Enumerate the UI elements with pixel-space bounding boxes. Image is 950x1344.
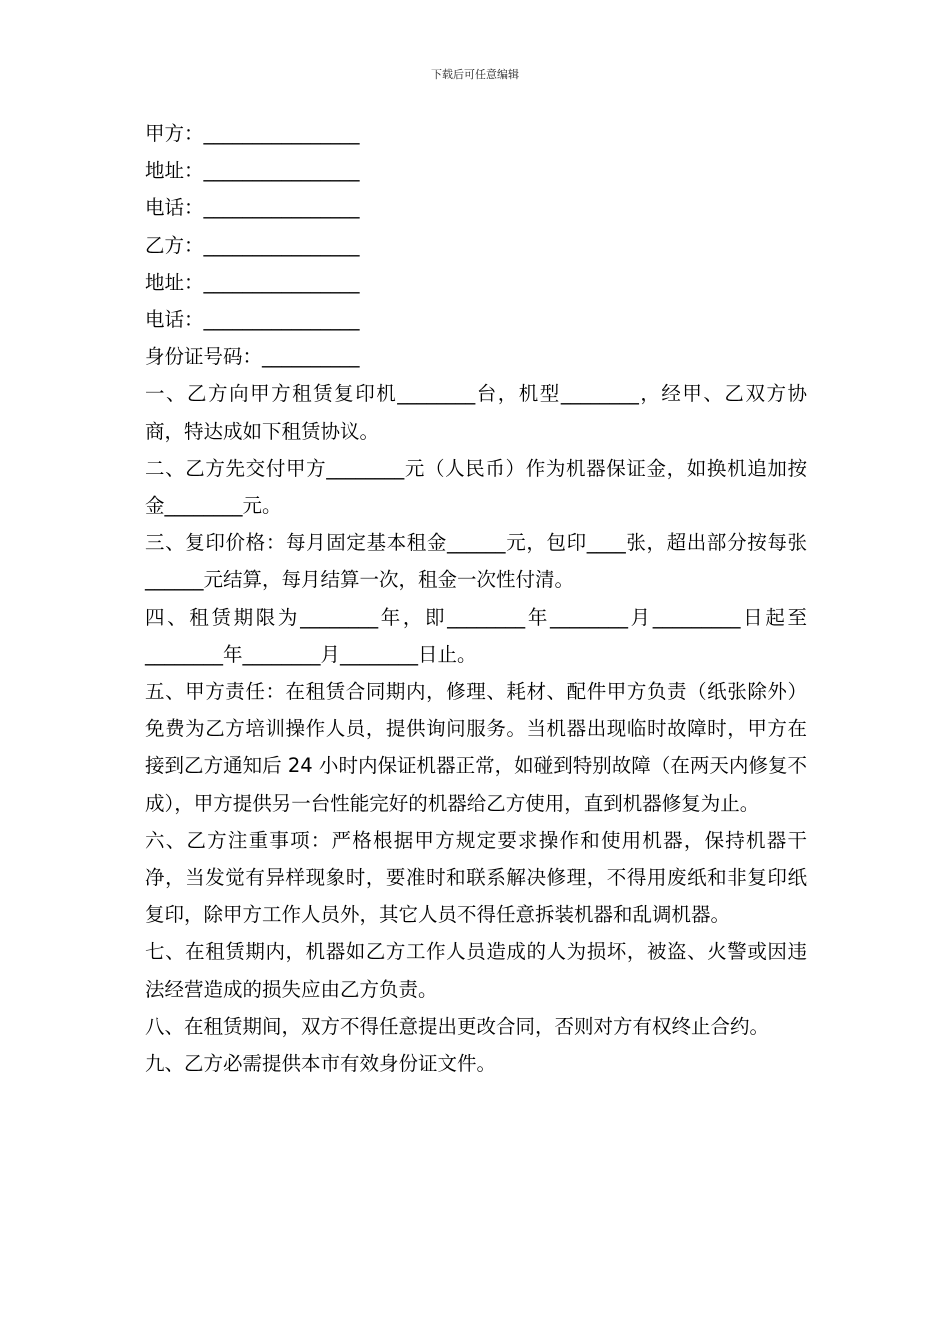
clause-7: 七、在租赁期内，机器如乙方工作人员造成的人为损坏，被盗、火警或因违法经营造成的损失应由乙方负责。 — [145, 940, 807, 1001]
party-a-field: 甲方：________________ — [145, 122, 360, 145]
party-b-address-field: 地址：________________ — [145, 270, 360, 294]
contract-body — [145, 115, 807, 1082]
clause-3: 三、复印价格：每月固定基本租金______元，包印____张，超出部分按每张______元结算，每月结算一次，租金一次性付清。 — [145, 531, 807, 592]
party-b-phone-field: 电话：________________ — [145, 307, 360, 331]
clause-5: 五、甲方责任：在租赁合同期内，修理、耗材、配件甲方负责（纸张除外）免费为乙方培训操作人员，提供询问服务。当机器出现临时故障时，甲方在接到乙方通知后 24 小时内保证机器正常，如碰到特别故障（在两天内修复不成），甲方提供另一台性能完好的机器给乙方使用，直到机器修复为止。 — [145, 679, 807, 815]
clause-8: 八、在租赁期间，双方不得任意提出更改合同，否则对方有权终止合约。 — [145, 1014, 770, 1038]
party-a-address-field: 地址：________________ — [145, 159, 360, 183]
id-number-field: 身份证号码：__________ — [145, 345, 360, 369]
clause-2: 二、乙方先交付甲方________元（人民币）作为机器保证金，如换机追加按金________元。 — [145, 456, 807, 517]
clause-9: 九、乙方必需提供本市有效身份证文件。 — [145, 1051, 497, 1075]
clause-4: 四、租赁期限为________年，即________年________月_________日起至________年________月________日止。 — [145, 605, 807, 666]
party-a-phone-field: 电话：________________ — [145, 196, 360, 220]
page-header-note: 下载后可任意编辑 — [431, 68, 519, 81]
clause-1: 一、乙方向甲方租赁复印机________台，机型________，经甲、乙双方协商，特达成如下租赁协议。 — [145, 382, 807, 443]
party-b-field: 乙方：________________ — [145, 233, 360, 257]
clause-6: 六、乙方注重事项：严格根据甲方规定要求操作和使用机器，保持机器干净，当发觉有异样现象时，要准时和联系解决修理，不得用废纸和非复印纸复印，除甲方工作人员外，其它人员不得任意拆装机器和乱调机器。 — [145, 828, 807, 927]
